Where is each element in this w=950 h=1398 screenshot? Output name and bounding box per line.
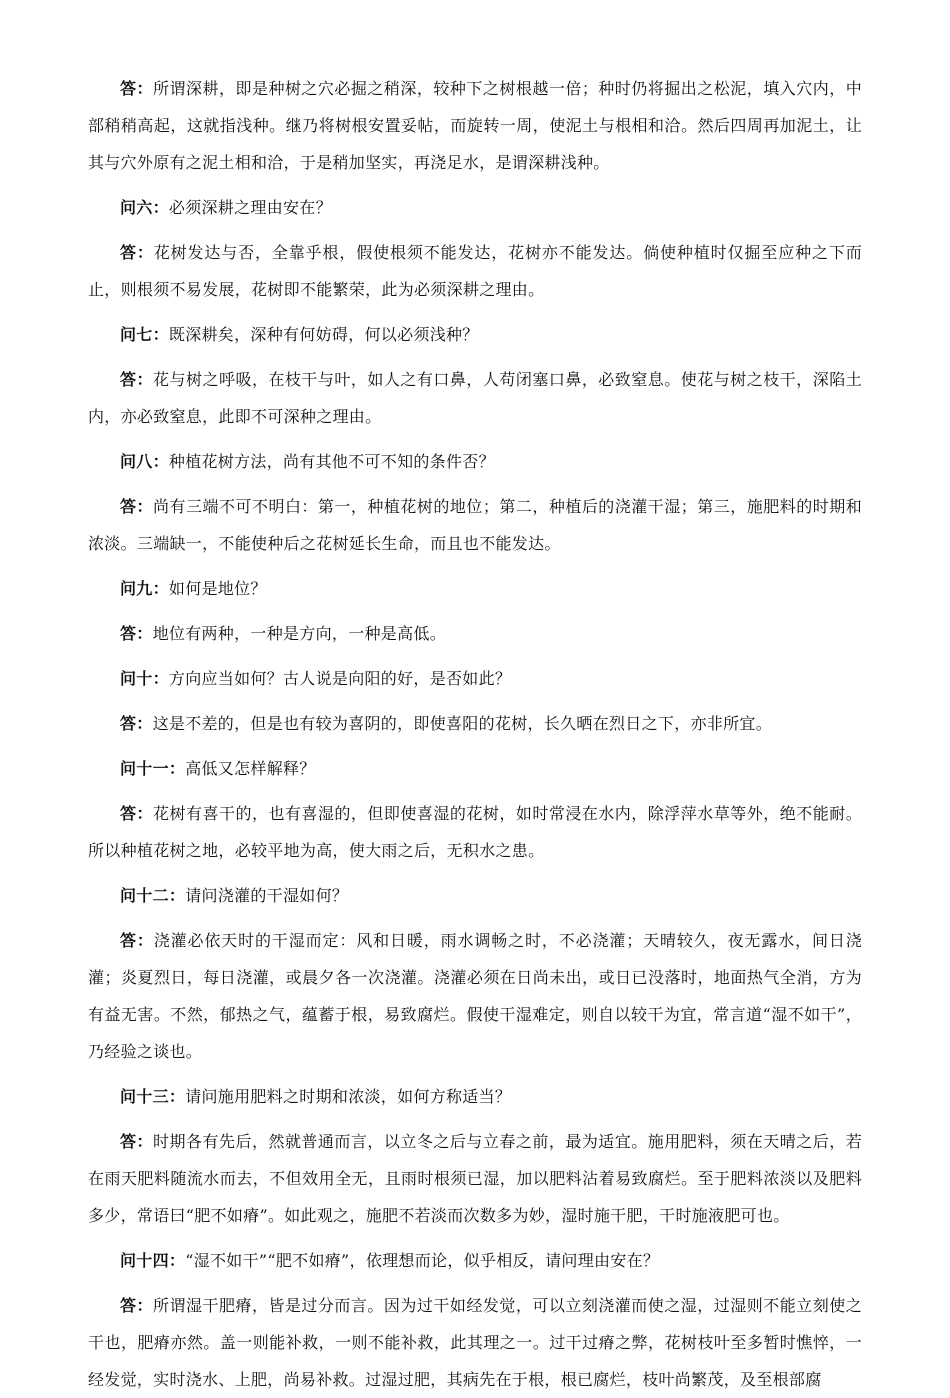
answer-label: 答：	[120, 804, 153, 823]
answer-label: 答：	[120, 243, 154, 262]
question-label: 问十一：	[120, 759, 186, 778]
question-label: 问六：	[120, 198, 169, 217]
answer-paragraph	[88, 234, 862, 308]
question-label: 问十四：	[120, 1251, 186, 1270]
answer-paragraph	[88, 922, 862, 1070]
question-label: 问十：	[120, 669, 169, 688]
answer-label: 答：	[120, 79, 153, 98]
answer-text: 浇灌必依天时的干湿而定：风和日暖，雨水调畅之时，不必浇灌；天晴较久，夜无露水，间日浇灌；炎夏烈日，每日浇灌，或晨夕各一次浇灌。浇灌必须在日尚未出，或日已没落时，地面热气全消，方为有益无害。不然，郁热之气，蕴蓄于根，易致腐烂。假使干湿难定，则自以较干为宜，常言道“湿不如干”，乃经验之谈也。	[88, 931, 862, 1061]
question-paragraph	[88, 1078, 862, 1115]
answer-label: 答：	[120, 931, 154, 950]
question-text: 既深耕矣，深种有何妨碍，何以必须浅种？	[168, 325, 479, 344]
answer-text: 地位有两种，一种是方向，一种是高低。	[152, 624, 447, 643]
answer-text: 花树发达与否，全靠乎根，假使根须不能发达，花树亦不能发达。倘使种植时仅掘至应种之下而止，则根须不易发展，花树即不能繁荣，此为必须深耕之理由。	[88, 243, 862, 299]
question-paragraph	[88, 1242, 862, 1279]
answer-text: 尚有三端不可不明白：第一，种植花树的地位；第二，种植后的浇灌干湿；第三，施肥料的时期和浓淡。三端缺一，不能使种后之花树延长生命，而且也不能发达。	[88, 497, 862, 553]
answer-text: 这是不差的，但是也有较为喜阴的，即使喜阳的花树，长久晒在烈日之下，亦非所宜。	[152, 714, 773, 733]
answer-text: 时期各有先后，然就普通而言，以立冬之后与立春之前，最为适宜。施用肥料，须在天晴之后，若在雨天肥料随流水而去，不但效用全无，且雨时根须已湿，加以肥料沾着易致腐烂。至于肥料浓淡以及肥料多少，常语曰“肥不如瘠”。如此观之，施肥不若淡而次数多为妙，湿时施干肥，干时施液肥可也。	[88, 1132, 862, 1225]
answer-label: 答：	[120, 624, 153, 643]
answer-paragraph	[88, 1123, 862, 1234]
question-label: 问十二：	[120, 886, 186, 905]
answer-text: 所谓湿干肥瘠，皆是过分而言。因为过干如经发觉，可以立刻浇灌而使之湿，过湿则不能立刻使之干也，肥瘠亦然。盖一则能补救，一则不能补救，此其理之一。过干过瘠之弊，花树枝叶至多暂时憔悴，一经发觉，实时浇水、上肥，尚易补救。过湿过肥，其病先在于根，根已腐烂，枝叶尚繁茂，及至根部腐	[88, 1296, 862, 1389]
question-paragraph	[88, 189, 862, 226]
question-paragraph	[88, 877, 862, 914]
question-paragraph	[88, 443, 862, 480]
answer-paragraph	[88, 1287, 862, 1398]
answer-paragraph	[88, 70, 862, 181]
question-label: 问九：	[120, 579, 169, 598]
answer-label: 答：	[120, 714, 153, 733]
answer-label: 答：	[120, 497, 153, 516]
question-text: 请问浇灌的干湿如何？	[185, 886, 349, 905]
question-paragraph	[88, 750, 862, 787]
answer-text: 花与树之呼吸，在枝干与叶，如人之有口鼻，人苟闭塞口鼻，必致窒息。使花与树之枝干，深陷土内，亦必致窒息，此即不可深种之理由。	[88, 370, 862, 426]
question-text: 高低又怎样解释？	[185, 759, 316, 778]
answer-paragraph	[88, 488, 862, 562]
answer-paragraph	[88, 361, 862, 435]
question-text: “湿不如干”“肥不如瘠”，依理想而论，似乎相反，请问理由安在？	[185, 1251, 660, 1270]
question-label: 问十三：	[120, 1087, 186, 1106]
question-text: 种植花树方法，尚有其他不可不知的条件否？	[168, 452, 495, 471]
question-label: 问八：	[120, 452, 169, 471]
question-text: 方向应当如何？古人说是向阳的好，是否如此？	[168, 669, 512, 688]
question-text: 请问施用肥料之时期和浓淡，如何方称适当？	[185, 1087, 512, 1106]
question-label: 问七：	[120, 325, 169, 344]
question-text: 必须深耕之理由安在？	[168, 198, 332, 217]
answer-text: 花树有喜干的，也有喜湿的，但即使喜湿的花树，如时常浸在水内，除浮萍水草等外，绝不能耐。所以种植花树之地，必较平地为高，使大雨之后，无积水之患。	[88, 804, 862, 860]
answer-paragraph	[88, 615, 862, 652]
question-paragraph	[88, 660, 862, 697]
answer-label: 答：	[120, 1296, 153, 1315]
answer-text: 所谓深耕，即是种树之穴必掘之稍深，较种下之树根越一倍；种时仍将掘出之松泥，填入穴内，中部稍稍高起，这就指浅种。继乃将树根安置妥帖，而旋转一周，使泥土与根相和洽。然后四周再加泥土，让其与穴外原有之泥土相和洽，于是稍加坚实，再浇足水，是谓深耕浅种。	[88, 79, 862, 172]
answer-paragraph	[88, 705, 862, 742]
answer-paragraph	[88, 795, 862, 869]
question-paragraph	[88, 316, 862, 353]
question-paragraph	[88, 570, 862, 607]
answer-label: 答：	[120, 370, 153, 389]
answer-label: 答：	[120, 1132, 153, 1151]
question-text: 如何是地位？	[168, 579, 267, 598]
